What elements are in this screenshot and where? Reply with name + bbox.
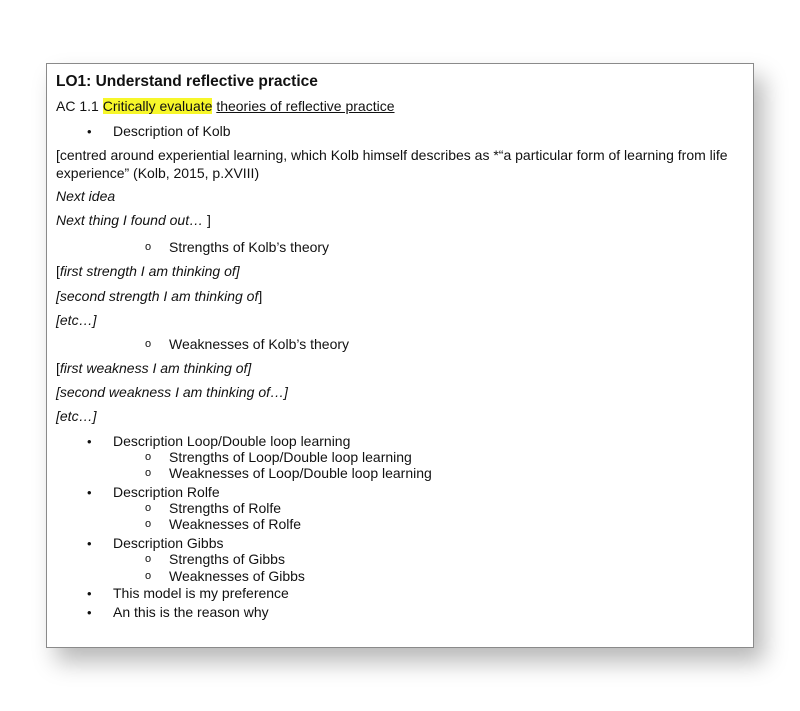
outline-item: Description Loop/Double loop learning (113, 433, 351, 449)
outline-item: An this is the reason why (113, 604, 269, 620)
sub-bullet-icon: o (145, 451, 152, 463)
strength-item (56, 263, 240, 280)
bullet-icon: • (87, 434, 92, 449)
outline-subitem: Strengths of Gibbs (169, 551, 285, 567)
highlighted-text: Critically evaluate (102, 98, 213, 114)
bullet-icon: • (87, 536, 92, 551)
weakness-item (56, 360, 251, 377)
outline-item: Description Rolfe (113, 484, 220, 500)
page-title: LO1: Understand reflective practice (56, 73, 318, 90)
strength-text: [second strength I am thinking of (56, 288, 259, 304)
bracket-open: [ (56, 263, 60, 279)
weakness-item: [second weakness I am thinking of…] (56, 384, 288, 400)
sub-bullet-icon: o (145, 518, 152, 530)
strength-item (56, 288, 262, 305)
next-idea: Next idea (56, 188, 116, 204)
outline-subitem: Strengths of Rolfe (169, 500, 282, 516)
bullet-icon: • (87, 586, 92, 601)
sub-bullet-icon: o (145, 241, 152, 253)
outline-item: Description Gibbs (113, 535, 224, 551)
kolb-notes-line-1: [centred around experiential learning, which Kolb himself describes as *“a particular form of learning from life (56, 147, 728, 163)
outline-subitem: Weaknesses of Rolfe (169, 516, 302, 532)
strength-text: first strength I am thinking of] (59, 263, 240, 279)
document-page (46, 63, 754, 648)
bracket-close: ] (258, 288, 263, 304)
next-thing-close: ] (203, 212, 211, 228)
outline-subitem: Weaknesses of Gibbs (169, 568, 305, 584)
kolb-weaknesses-heading: Weaknesses of Kolb’s theory (169, 336, 350, 352)
bracket-open: [ (56, 360, 60, 376)
criterion-code: AC 1.1 (56, 98, 99, 114)
weakness-text: first weakness I am thinking of] (59, 360, 252, 376)
weakness-item: [etc…] (56, 408, 97, 424)
sub-bullet-icon: o (145, 467, 152, 479)
sub-bullet-icon: o (145, 570, 152, 582)
kolb-strengths-heading: Strengths of Kolb’s theory (169, 239, 330, 255)
outline-subitem: Weaknesses of Loop/Double loop learning (169, 465, 432, 481)
bullet-icon: • (87, 124, 92, 139)
outline-subitem: Strengths of Loop/Double loop learning (169, 449, 412, 465)
underlined-text: theories of reflective practice (216, 98, 395, 114)
criterion-line (56, 98, 395, 115)
outline-item: This model is my preference (113, 585, 289, 601)
bullet-icon: • (87, 485, 92, 500)
sub-bullet-icon: o (145, 338, 152, 350)
next-thing-line (56, 212, 211, 229)
next-thing: Next thing I found out… (56, 212, 204, 228)
kolb-notes-line-2: experience” (Kolb, 2015, p.XVIII) (56, 165, 260, 181)
kolb-heading: Description of Kolb (113, 123, 231, 139)
sub-bullet-icon: o (145, 553, 152, 565)
strength-item: [etc…] (56, 312, 97, 328)
sub-bullet-icon: o (145, 502, 152, 514)
bullet-icon: • (87, 605, 92, 620)
